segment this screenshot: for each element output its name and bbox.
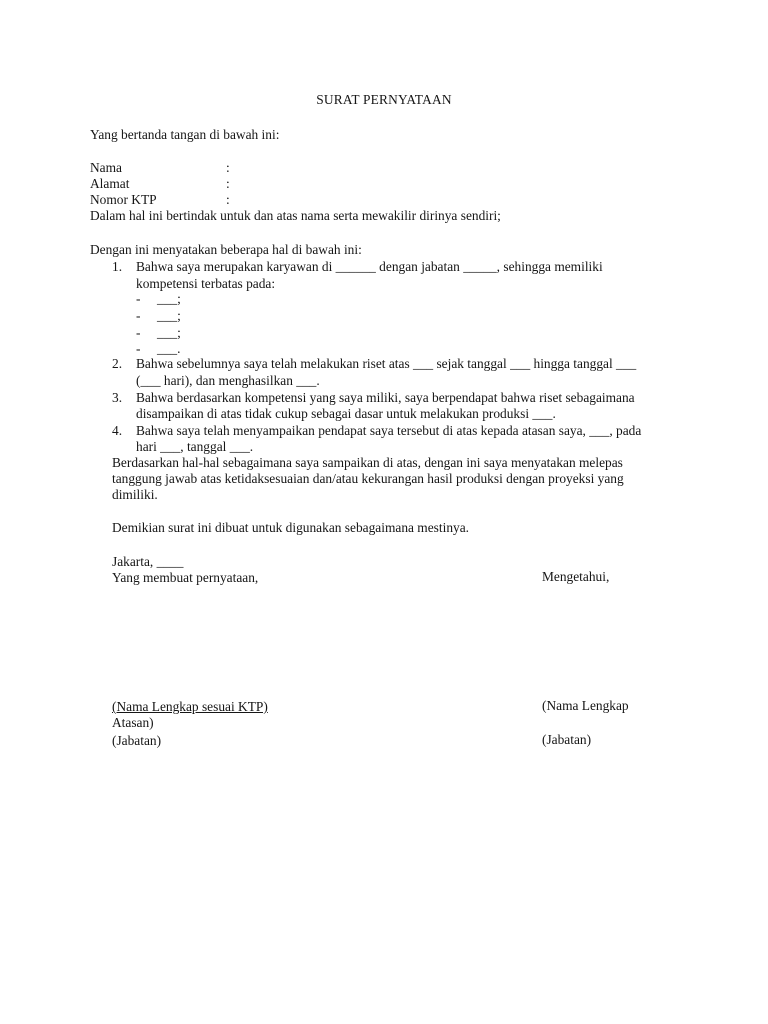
signer-right-position: (Jabatan) (542, 732, 592, 747)
sub-item-dash: - (136, 308, 141, 323)
field-colon-ktp: : (226, 192, 230, 207)
item-number: 3. (112, 390, 123, 405)
item-line: disampaikan di atas tidak cukup sebagai dasar untuk melakukan produksi ___. (136, 406, 556, 421)
signer-right-caption: Mengetahui, (542, 569, 610, 584)
document-title: SURAT PERNYATAAN (316, 92, 452, 107)
signer-right-name-continued: Atasan) (112, 715, 154, 730)
intro-text: Yang bertanda tangan di bawah ini: (90, 127, 280, 142)
sub-item-dash: - (136, 291, 141, 306)
item-line: (___ hari), dan menghasilkan ___. (136, 373, 320, 388)
signer-right-name: (Nama Lengkap (542, 698, 629, 713)
sub-item-blank: ___; (157, 325, 181, 340)
item-line: kompetensi terbatas pada: (136, 276, 276, 291)
sub-item-blank: ___; (157, 291, 181, 306)
item-number: 2. (112, 356, 123, 371)
place-date: Jakarta, ____ (112, 554, 184, 569)
signer-left-name: (Nama Lengkap sesuai KTP) (112, 699, 268, 714)
item-line: hari ___, tanggal ___. (136, 439, 254, 454)
item-line: Bahwa berdasarkan kompetensi yang saya miliki, saya berpendapat bahwa riset sebagaimana (136, 390, 635, 405)
conclusion-line: tanggung jawab atas ketidaksesuaian dan/atau kekurangan hasil produksi dengan proyeksi yang (112, 471, 624, 486)
sub-item-blank: ___. (157, 341, 181, 356)
field-colon-address: : (226, 176, 230, 191)
field-colon-name: : (226, 160, 230, 175)
signer-left-position: (Jabatan) (112, 733, 162, 748)
sub-item-dash: - (136, 341, 141, 356)
field-label-name: Nama (90, 160, 122, 175)
statement-intro: Dengan ini menyatakan beberapa hal di bawah ini: (90, 242, 362, 257)
conclusion-line: dimiliki. (112, 487, 158, 502)
sub-item-blank: ___; (157, 308, 181, 323)
signer-left-caption: Yang membuat pernyataan, (112, 570, 259, 585)
item-line: Bahwa saya merupakan karyawan di ______ dengan jabatan _____, sehingga memiliki (136, 259, 603, 274)
item-number: 1. (112, 259, 123, 274)
field-label-ktp: Nomor KTP (90, 192, 157, 207)
acting-text: Dalam hal ini bertindak untuk dan atas nama serta mewakilir dirinya sendiri; (90, 208, 501, 223)
item-line: Bahwa sebelumnya saya telah melakukan riset atas ___ sejak tanggal ___ hingga tanggal ___ (136, 356, 637, 371)
item-line: Bahwa saya telah menyampaikan pendapat saya tersebut di atas kepada atasan saya, ___, pada (136, 423, 642, 438)
conclusion-line: Berdasarkan hal-hal sebagaimana saya sampaikan di atas, dengan ini saya menyatakan melepas (112, 455, 623, 470)
closing-text: Demikian surat ini dibuat untuk digunakan sebagaimana mestinya. (112, 520, 469, 535)
sub-item-dash: - (136, 325, 141, 340)
item-number: 4. (112, 423, 123, 438)
field-label-address: Alamat (90, 176, 130, 191)
